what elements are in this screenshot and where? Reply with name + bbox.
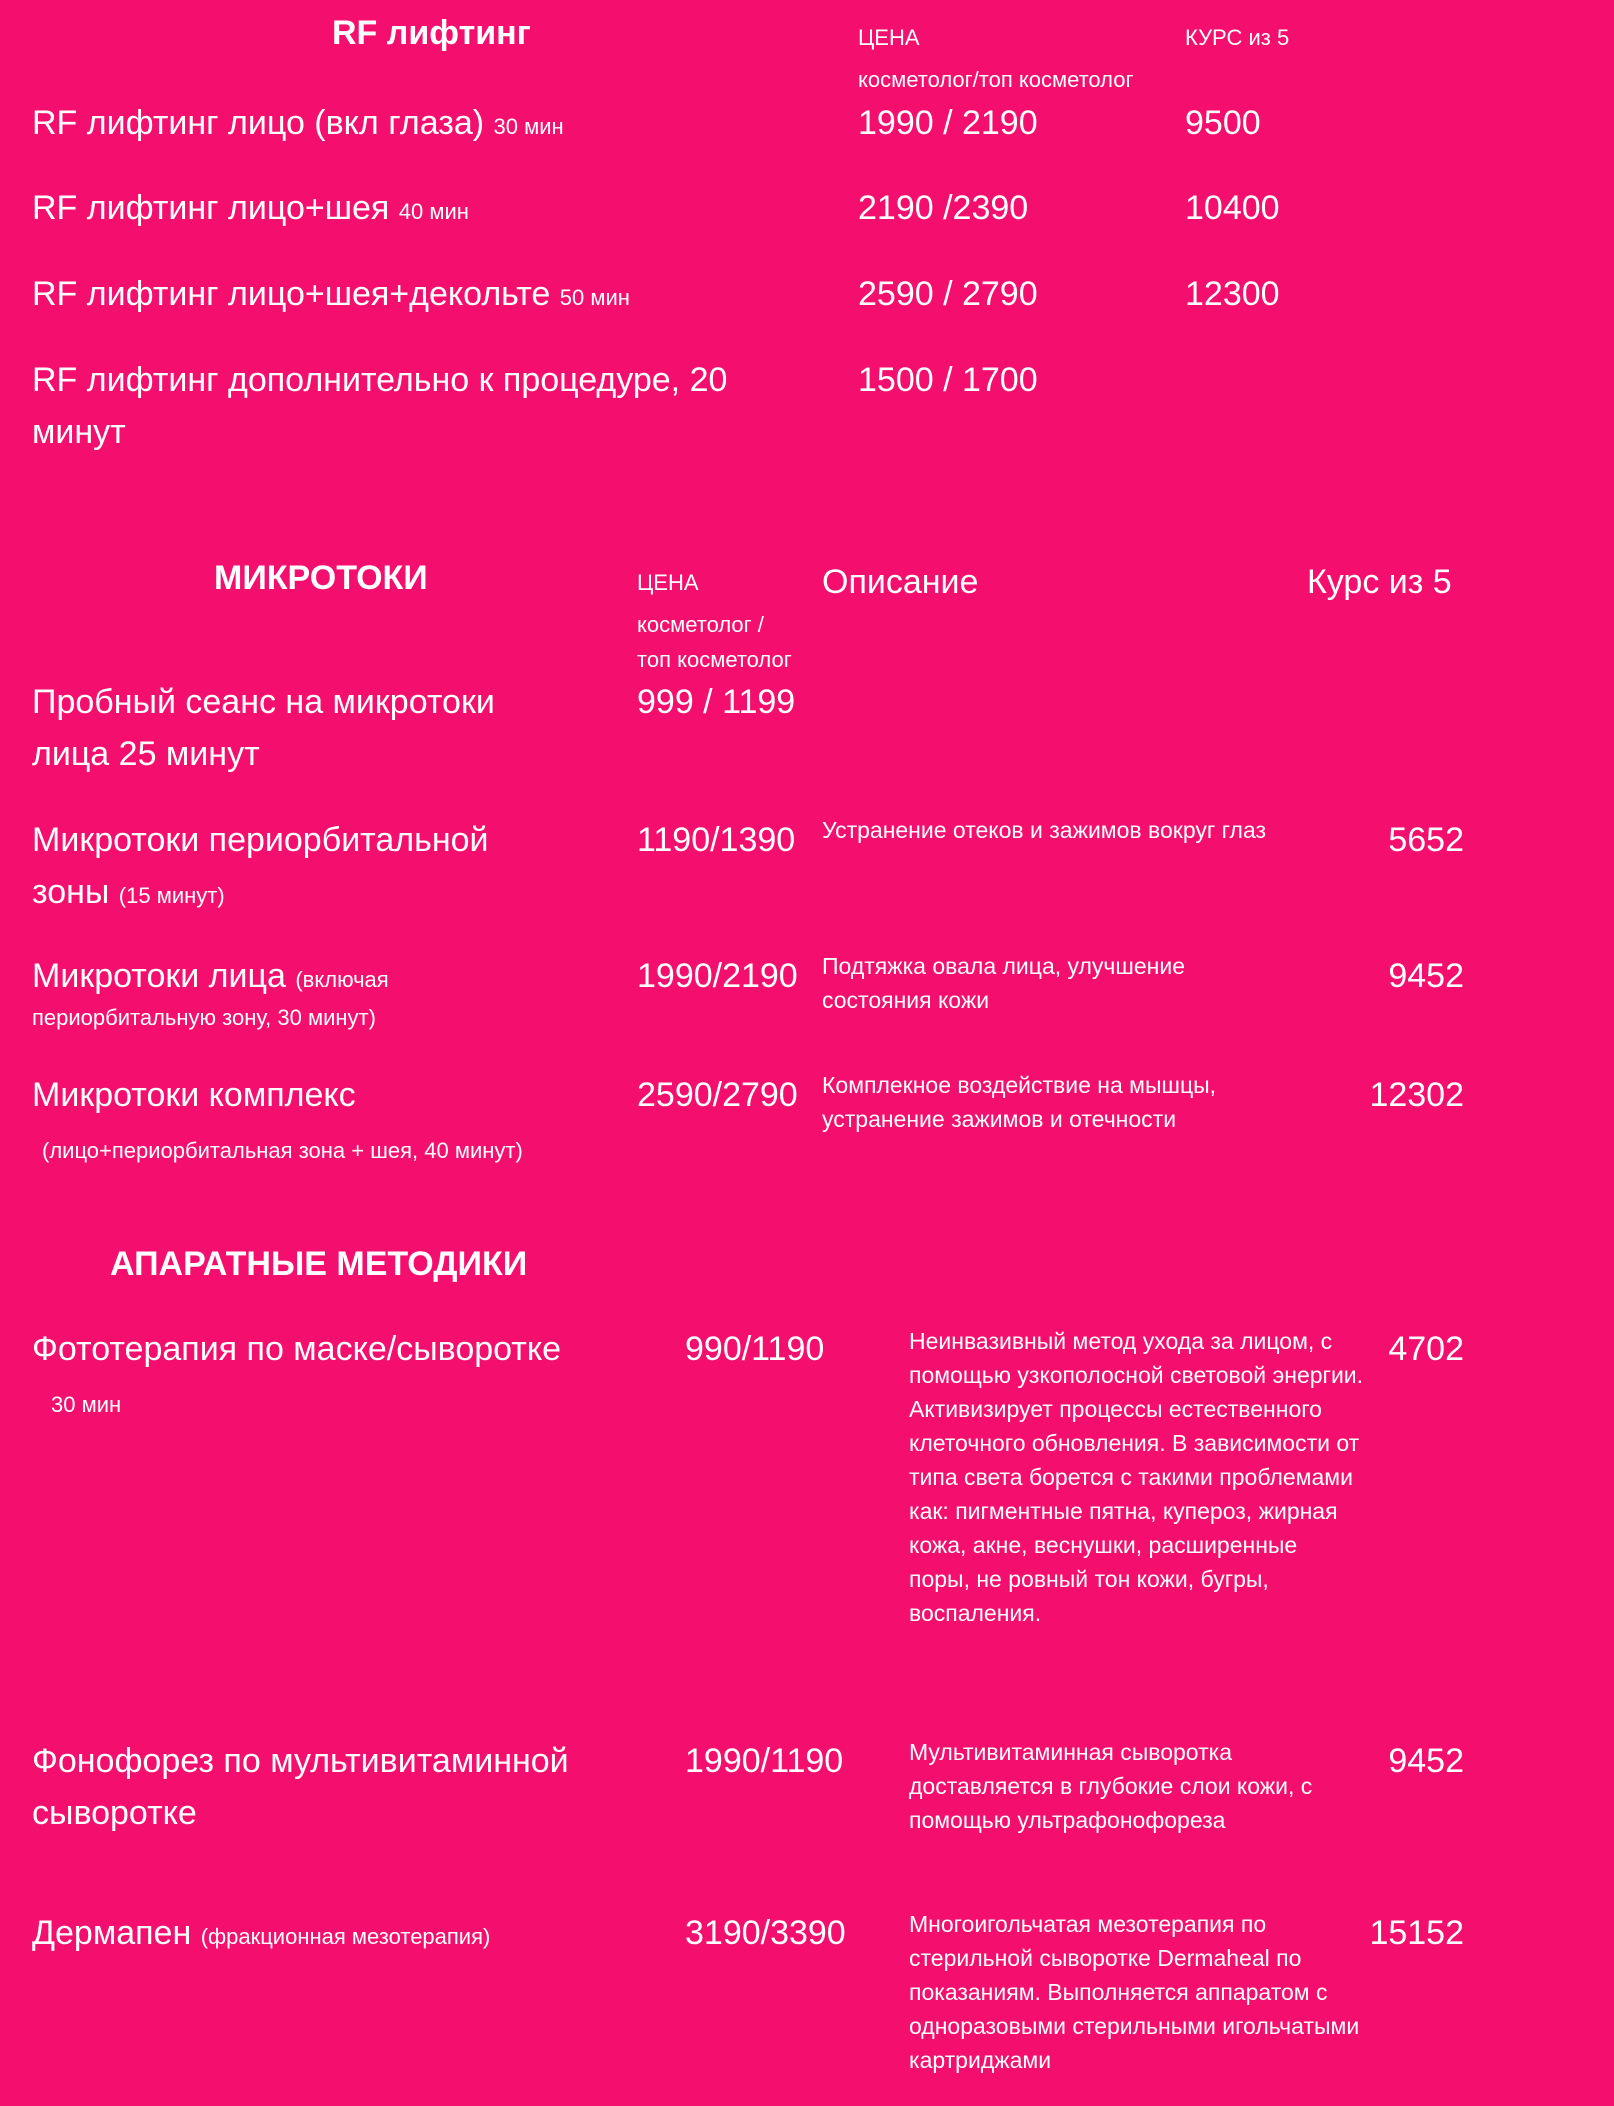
hw-row-1-note: 30 мин — [51, 1392, 122, 1417]
micro-row-4-desc: Комплекное воздействие на мышцы, устранение зажимов и отечности — [822, 1072, 1217, 1132]
hw-row-1-name: Фототерапия по маске/сыворотке — [32, 1330, 562, 1368]
rf-row-2-course: 10400 — [1185, 189, 1280, 227]
rf-row-3-price: 2590 / 2790 — [858, 275, 1038, 313]
rf-row-2-price: 2190 /2390 — [858, 189, 1029, 227]
rf-price-header: ЦЕНА — [858, 25, 920, 50]
micro-price-subheader-2: топ косметолог — [637, 647, 792, 672]
hw-row-3-desc: Многоигольчатая мезотерапия по стерильной сыворотке Dermaheal по показаниям. Выполняется аппаратом с одноразовыми стерильными игольчатыми картриджами — [909, 1911, 1360, 2073]
rf-row-4-price: 1500 / 1700 — [858, 361, 1038, 399]
micro-desc-header: Описание — [822, 563, 979, 601]
micro-row-4-name: Микротоки комплекс — [32, 1076, 356, 1114]
hw-row-3-price: 3190/3390 — [685, 1914, 846, 1952]
hw-row-1-course: 4702 — [1388, 1330, 1464, 1368]
rf-row-3-name: RF лифтинг лицо+шея+декольте 50 мин — [32, 275, 630, 313]
rf-row-4-name-cont: минут — [32, 413, 126, 451]
micro-price-subheader-1: косметолог / — [637, 612, 764, 637]
rf-row-3-course: 12300 — [1185, 275, 1280, 313]
micro-row-3-desc: Подтяжка овала лица, улучшение состояния кожи — [822, 953, 1186, 1013]
hw-row-3-course: 15152 — [1369, 1914, 1464, 1952]
hw-row-2-desc: Мультивитаминная сыворотка доставляется в глубокие слои кожи, с помощью ультрафонофореза — [909, 1739, 1313, 1833]
rf-row-1-name: RF лифтинг лицо (вкл глаза) 30 мин — [32, 104, 564, 142]
micro-row-2-price: 1190/1390 — [637, 821, 796, 859]
rf-row-2-name: RF лифтинг лицо+шея 40 мин — [32, 189, 469, 227]
rf-section-title: RF лифтинг — [332, 14, 531, 52]
micro-row-3-name: Микротоки лица (включая — [32, 957, 389, 995]
rf-row-4-name: RF лифтинг дополнительно к процедуре, 20 — [32, 361, 728, 399]
hw-row-2-price: 1990/1190 — [685, 1742, 844, 1780]
micro-row-1-name-cont: лица 25 минут — [32, 735, 260, 773]
hw-row-1-price: 990/1190 — [685, 1330, 825, 1368]
micro-row-4-course: 12302 — [1369, 1076, 1464, 1114]
rf-row-1-course: 9500 — [1185, 104, 1261, 142]
micro-price-header: ЦЕНА — [637, 570, 699, 595]
micro-row-4-note: (лицо+периорбитальная зона + шея, 40 минут) — [42, 1138, 523, 1163]
rf-price-subheader: косметолог/топ косметолог — [858, 67, 1134, 92]
rf-course-header: КУРС из 5 — [1185, 25, 1290, 50]
micro-row-2-desc: Устранение отеков и зажимов вокруг глаз — [822, 817, 1267, 843]
hardware-section-title: АПАРАТНЫЕ МЕТОДИКИ — [110, 1245, 528, 1283]
micro-section-title: МИКРОТОКИ — [214, 559, 428, 597]
micro-row-3-note: периорбитальную зону, 30 минут) — [32, 1005, 376, 1030]
micro-row-2-name-cont: зоны (15 минут) — [32, 873, 225, 911]
hw-row-2-course: 9452 — [1388, 1742, 1464, 1780]
micro-row-1-name: Пробный сеанс на микротоки — [32, 683, 495, 721]
micro-row-3-price: 1990/2190 — [637, 957, 798, 995]
micro-row-1-price: 999 / 1199 — [637, 683, 796, 721]
micro-row-3-course: 9452 — [1388, 957, 1464, 995]
micro-course-header: Курс из 5 — [1307, 563, 1452, 601]
hw-row-2-name: Фонофорез по мультивитаминной — [32, 1742, 569, 1780]
hw-row-2-name-cont: сыворотке — [32, 1794, 197, 1832]
hw-row-3-name: Дермапен (фракционная мезотерапия) — [32, 1914, 491, 1952]
hw-row-1-desc: Неинвазивный метод ухода за лицом, с помощью узкополосной световой энергии. Активизирует процессы естественного клеточного обновления. В зависимости от типа света борется с такими проблемами как: пигментные пятна, купероз, жирная кожа, акне, веснушки, расширенные поры, не ровный тон кожи, бугры, воспаления. — [909, 1328, 1364, 1626]
rf-row-1-price: 1990 / 2190 — [858, 104, 1038, 142]
micro-row-2-name: Микротоки периорбитальной — [32, 821, 489, 859]
micro-row-4-price: 2590/2790 — [637, 1076, 798, 1114]
micro-row-2-course: 5652 — [1388, 821, 1464, 859]
